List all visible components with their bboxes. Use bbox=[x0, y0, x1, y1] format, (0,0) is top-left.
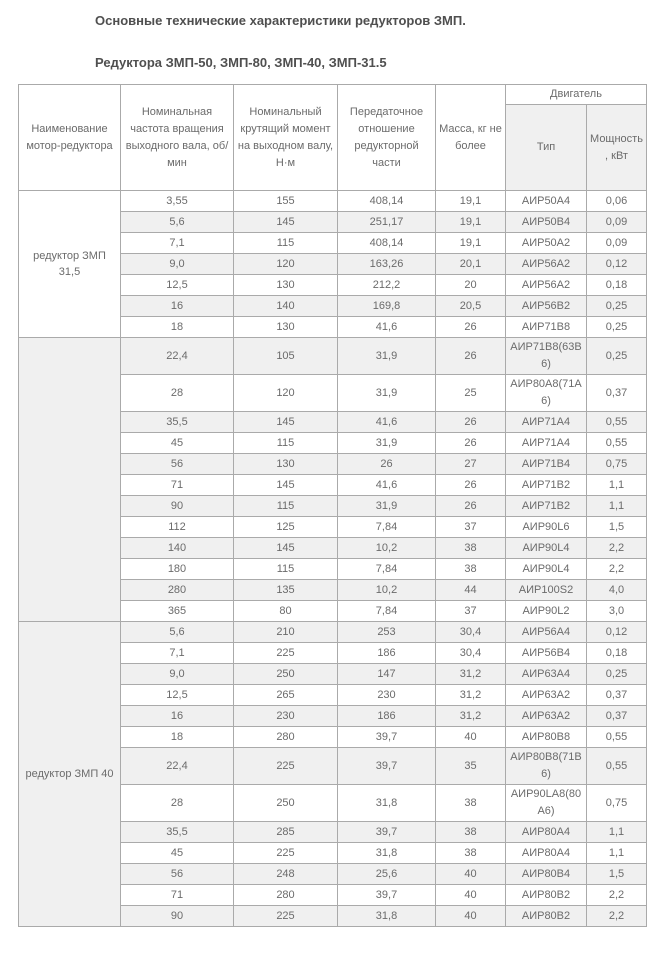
cell-mass: 19,1 bbox=[436, 233, 506, 254]
cell-power: 2,2 bbox=[587, 906, 647, 927]
page-title: Основные технические характеристики редукторов ЗМП. bbox=[95, 13, 466, 28]
cell-motor_type: АИР80В2 bbox=[506, 885, 587, 906]
cell-rpm: 3,55 bbox=[121, 191, 234, 212]
section-label bbox=[19, 338, 121, 622]
cell-power: 0,12 bbox=[587, 622, 647, 643]
col-header-motor: Двигатель bbox=[506, 85, 647, 105]
cell-mass: 20,1 bbox=[436, 254, 506, 275]
table-header bbox=[19, 85, 647, 191]
cell-motor_type: АИР80В8(71В6) bbox=[506, 748, 587, 785]
cell-rpm: 28 bbox=[121, 375, 234, 412]
cell-ratio: 31,8 bbox=[338, 906, 436, 927]
cell-mass: 26 bbox=[436, 412, 506, 433]
page bbox=[0, 13, 670, 927]
cell-torque: 105 bbox=[234, 338, 338, 375]
cell-torque: 115 bbox=[234, 233, 338, 254]
cell-ratio: 39,7 bbox=[338, 748, 436, 785]
cell-ratio: 39,7 bbox=[338, 885, 436, 906]
cell-power: 0,09 bbox=[587, 212, 647, 233]
cell-rpm: 56 bbox=[121, 454, 234, 475]
section-label: редуктор ЗМП 31,5 bbox=[19, 191, 121, 338]
cell-torque: 80 bbox=[234, 601, 338, 622]
cell-power: 0,25 bbox=[587, 317, 647, 338]
cell-motor_type: АИР71А4 bbox=[506, 433, 587, 454]
cell-mass: 38 bbox=[436, 559, 506, 580]
cell-ratio: 10,2 bbox=[338, 580, 436, 601]
cell-mass: 26 bbox=[436, 475, 506, 496]
cell-motor_type: АИР63А4 bbox=[506, 664, 587, 685]
cell-ratio: 31,9 bbox=[338, 338, 436, 375]
cell-torque: 115 bbox=[234, 496, 338, 517]
cell-torque: 155 bbox=[234, 191, 338, 212]
table-section-1 bbox=[19, 191, 647, 338]
cell-ratio: 163,26 bbox=[338, 254, 436, 275]
cell-power: 2,2 bbox=[587, 885, 647, 906]
cell-power: 2,2 bbox=[587, 559, 647, 580]
cell-power: 0,25 bbox=[587, 664, 647, 685]
specs-table bbox=[18, 84, 647, 927]
cell-torque: 145 bbox=[234, 475, 338, 496]
cell-rpm: 90 bbox=[121, 906, 234, 927]
cell-torque: 130 bbox=[234, 317, 338, 338]
cell-motor_type: АИР90L4 bbox=[506, 559, 587, 580]
cell-rpm: 56 bbox=[121, 864, 234, 885]
cell-rpm: 7,1 bbox=[121, 233, 234, 254]
cell-torque: 115 bbox=[234, 559, 338, 580]
cell-motor_type: АИР56А2 bbox=[506, 254, 587, 275]
cell-motor_type: АИР71В4 bbox=[506, 454, 587, 475]
cell-rpm: 5,6 bbox=[121, 212, 234, 233]
table-row bbox=[19, 191, 647, 212]
col-header-torque: Номинальный крутящий момент на выходном валу, Н·м bbox=[234, 85, 338, 191]
cell-motor_type: АИР63А2 bbox=[506, 685, 587, 706]
cell-torque: 130 bbox=[234, 454, 338, 475]
cell-ratio: 31,9 bbox=[338, 375, 436, 412]
cell-ratio: 25,6 bbox=[338, 864, 436, 885]
cell-rpm: 90 bbox=[121, 496, 234, 517]
cell-power: 0,55 bbox=[587, 433, 647, 454]
cell-power: 0,06 bbox=[587, 191, 647, 212]
cell-rpm: 9,0 bbox=[121, 254, 234, 275]
cell-rpm: 9,0 bbox=[121, 664, 234, 685]
cell-power: 0,18 bbox=[587, 643, 647, 664]
table-section-2 bbox=[19, 338, 647, 622]
cell-power: 0,09 bbox=[587, 233, 647, 254]
cell-torque: 285 bbox=[234, 822, 338, 843]
cell-motor_type: АИР71В2 bbox=[506, 496, 587, 517]
cell-torque: 210 bbox=[234, 622, 338, 643]
cell-motor_type: АИР80А4 bbox=[506, 843, 587, 864]
cell-mass: 37 bbox=[436, 601, 506, 622]
cell-power: 4,0 bbox=[587, 580, 647, 601]
cell-mass: 38 bbox=[436, 538, 506, 559]
cell-rpm: 112 bbox=[121, 517, 234, 538]
cell-mass: 25 bbox=[436, 375, 506, 412]
cell-rpm: 45 bbox=[121, 433, 234, 454]
cell-power: 0,55 bbox=[587, 412, 647, 433]
cell-torque: 225 bbox=[234, 906, 338, 927]
cell-torque: 120 bbox=[234, 254, 338, 275]
cell-ratio: 31,9 bbox=[338, 433, 436, 454]
cell-torque: 140 bbox=[234, 296, 338, 317]
cell-power: 0,37 bbox=[587, 706, 647, 727]
cell-power: 0,75 bbox=[587, 785, 647, 822]
cell-mass: 20 bbox=[436, 275, 506, 296]
cell-ratio: 31,8 bbox=[338, 843, 436, 864]
cell-torque: 280 bbox=[234, 727, 338, 748]
cell-mass: 19,1 bbox=[436, 212, 506, 233]
cell-motor_type: АИР90LA8(80А6) bbox=[506, 785, 587, 822]
cell-rpm: 45 bbox=[121, 843, 234, 864]
cell-power: 0,18 bbox=[587, 275, 647, 296]
cell-mass: 40 bbox=[436, 885, 506, 906]
cell-motor_type: АИР71В2 bbox=[506, 475, 587, 496]
cell-mass: 31,2 bbox=[436, 706, 506, 727]
cell-torque: 135 bbox=[234, 580, 338, 601]
cell-torque: 145 bbox=[234, 538, 338, 559]
cell-mass: 30,4 bbox=[436, 622, 506, 643]
cell-torque: 225 bbox=[234, 843, 338, 864]
cell-ratio: 39,7 bbox=[338, 727, 436, 748]
cell-power: 0,25 bbox=[587, 296, 647, 317]
cell-rpm: 180 bbox=[121, 559, 234, 580]
col-header-name: Наименование мотор-редуктора bbox=[19, 85, 121, 191]
cell-motor_type: АИР50А2 bbox=[506, 233, 587, 254]
cell-mass: 37 bbox=[436, 517, 506, 538]
cell-motor_type: АИР90L6 bbox=[506, 517, 587, 538]
cell-motor_type: АИР100S2 bbox=[506, 580, 587, 601]
cell-torque: 125 bbox=[234, 517, 338, 538]
cell-torque: 265 bbox=[234, 685, 338, 706]
cell-ratio: 41,6 bbox=[338, 317, 436, 338]
cell-torque: 145 bbox=[234, 212, 338, 233]
cell-ratio: 253 bbox=[338, 622, 436, 643]
cell-ratio: 41,6 bbox=[338, 412, 436, 433]
cell-rpm: 5,6 bbox=[121, 622, 234, 643]
cell-ratio: 7,84 bbox=[338, 559, 436, 580]
cell-power: 1,1 bbox=[587, 822, 647, 843]
cell-torque: 248 bbox=[234, 864, 338, 885]
cell-rpm: 71 bbox=[121, 885, 234, 906]
cell-ratio: 169,8 bbox=[338, 296, 436, 317]
col-header-mass: Масса, кг не более bbox=[436, 85, 506, 191]
cell-rpm: 280 bbox=[121, 580, 234, 601]
cell-motor_type: АИР80В4 bbox=[506, 864, 587, 885]
cell-ratio: 212,2 bbox=[338, 275, 436, 296]
cell-torque: 280 bbox=[234, 885, 338, 906]
cell-motor_type: АИР80А8(71А6) bbox=[506, 375, 587, 412]
cell-motor_type: АИР50В4 bbox=[506, 212, 587, 233]
cell-torque: 250 bbox=[234, 664, 338, 685]
cell-torque: 225 bbox=[234, 643, 338, 664]
cell-ratio: 10,2 bbox=[338, 538, 436, 559]
cell-power: 0,75 bbox=[587, 454, 647, 475]
cell-rpm: 16 bbox=[121, 296, 234, 317]
cell-motor_type: АИР56В2 bbox=[506, 296, 587, 317]
cell-motor_type: АИР71В8 bbox=[506, 317, 587, 338]
cell-rpm: 22,4 bbox=[121, 338, 234, 375]
cell-rpm: 35,5 bbox=[121, 822, 234, 843]
col-header-ratio: Передаточное отношение редукторной части bbox=[338, 85, 436, 191]
cell-power: 0,55 bbox=[587, 748, 647, 785]
cell-ratio: 31,8 bbox=[338, 785, 436, 822]
cell-mass: 26 bbox=[436, 338, 506, 375]
cell-mass: 44 bbox=[436, 580, 506, 601]
cell-torque: 230 bbox=[234, 706, 338, 727]
cell-motor_type: АИР80А4 bbox=[506, 822, 587, 843]
cell-motor_type: АИР50А4 bbox=[506, 191, 587, 212]
cell-power: 0,37 bbox=[587, 685, 647, 706]
cell-mass: 26 bbox=[436, 496, 506, 517]
cell-rpm: 7,1 bbox=[121, 643, 234, 664]
cell-motor_type: АИР80В2 bbox=[506, 906, 587, 927]
page-subtitle: Редуктора ЗМП-50, ЗМП-80, ЗМП-40, ЗМП-31.5 bbox=[95, 55, 387, 70]
cell-motor_type: АИР71А4 bbox=[506, 412, 587, 433]
cell-ratio: 39,7 bbox=[338, 822, 436, 843]
cell-rpm: 22,4 bbox=[121, 748, 234, 785]
col-header-motor-power: Мощность, кВт bbox=[587, 105, 647, 191]
cell-ratio: 230 bbox=[338, 685, 436, 706]
cell-motor_type: АИР71В8(63В6) bbox=[506, 338, 587, 375]
cell-mass: 20,5 bbox=[436, 296, 506, 317]
cell-ratio: 41,6 bbox=[338, 475, 436, 496]
cell-power: 1,1 bbox=[587, 496, 647, 517]
cell-mass: 30,4 bbox=[436, 643, 506, 664]
cell-ratio: 186 bbox=[338, 643, 436, 664]
cell-ratio: 26 bbox=[338, 454, 436, 475]
cell-mass: 26 bbox=[436, 317, 506, 338]
col-header-motor-type: Тип bbox=[506, 105, 587, 191]
cell-motor_type: АИР90L4 bbox=[506, 538, 587, 559]
cell-power: 1,1 bbox=[587, 475, 647, 496]
cell-power: 1,1 bbox=[587, 843, 647, 864]
cell-ratio: 251,17 bbox=[338, 212, 436, 233]
cell-torque: 225 bbox=[234, 748, 338, 785]
cell-rpm: 140 bbox=[121, 538, 234, 559]
table-row bbox=[19, 622, 647, 643]
section-label: редуктор ЗМП 40 bbox=[19, 622, 121, 927]
cell-ratio: 408,14 bbox=[338, 233, 436, 254]
cell-torque: 250 bbox=[234, 785, 338, 822]
cell-mass: 38 bbox=[436, 843, 506, 864]
cell-power: 0,25 bbox=[587, 338, 647, 375]
cell-ratio: 408,14 bbox=[338, 191, 436, 212]
cell-motor_type: АИР56В4 bbox=[506, 643, 587, 664]
cell-torque: 145 bbox=[234, 412, 338, 433]
cell-mass: 31,2 bbox=[436, 664, 506, 685]
cell-motor_type: АИР90L2 bbox=[506, 601, 587, 622]
cell-power: 0,55 bbox=[587, 727, 647, 748]
cell-power: 1,5 bbox=[587, 517, 647, 538]
header-row-main bbox=[19, 85, 647, 105]
cell-rpm: 28 bbox=[121, 785, 234, 822]
cell-torque: 130 bbox=[234, 275, 338, 296]
cell-torque: 115 bbox=[234, 433, 338, 454]
cell-rpm: 12,5 bbox=[121, 685, 234, 706]
cell-motor_type: АИР56А4 bbox=[506, 622, 587, 643]
cell-power: 0,37 bbox=[587, 375, 647, 412]
cell-rpm: 18 bbox=[121, 727, 234, 748]
cell-mass: 40 bbox=[436, 864, 506, 885]
cell-mass: 31,2 bbox=[436, 685, 506, 706]
cell-power: 0,12 bbox=[587, 254, 647, 275]
cell-power: 3,0 bbox=[587, 601, 647, 622]
cell-power: 1,5 bbox=[587, 864, 647, 885]
cell-rpm: 71 bbox=[121, 475, 234, 496]
cell-mass: 40 bbox=[436, 727, 506, 748]
cell-ratio: 31,9 bbox=[338, 496, 436, 517]
cell-mass: 38 bbox=[436, 785, 506, 822]
cell-mass: 26 bbox=[436, 433, 506, 454]
cell-mass: 27 bbox=[436, 454, 506, 475]
col-header-rpm: Номинальная частота вращения выходного вала, об/ мин bbox=[121, 85, 234, 191]
cell-ratio: 147 bbox=[338, 664, 436, 685]
cell-rpm: 16 bbox=[121, 706, 234, 727]
cell-ratio: 186 bbox=[338, 706, 436, 727]
table-row bbox=[19, 338, 647, 375]
cell-ratio: 7,84 bbox=[338, 601, 436, 622]
cell-rpm: 35,5 bbox=[121, 412, 234, 433]
cell-rpm: 18 bbox=[121, 317, 234, 338]
cell-motor_type: АИР56А2 bbox=[506, 275, 587, 296]
cell-motor_type: АИР63А2 bbox=[506, 706, 587, 727]
cell-mass: 40 bbox=[436, 906, 506, 927]
cell-motor_type: АИР80В8 bbox=[506, 727, 587, 748]
cell-ratio: 7,84 bbox=[338, 517, 436, 538]
cell-torque: 120 bbox=[234, 375, 338, 412]
table-section-3 bbox=[19, 622, 647, 927]
cell-power: 2,2 bbox=[587, 538, 647, 559]
cell-mass: 19,1 bbox=[436, 191, 506, 212]
cell-mass: 38 bbox=[436, 822, 506, 843]
cell-rpm: 365 bbox=[121, 601, 234, 622]
cell-mass: 35 bbox=[436, 748, 506, 785]
cell-rpm: 12,5 bbox=[121, 275, 234, 296]
